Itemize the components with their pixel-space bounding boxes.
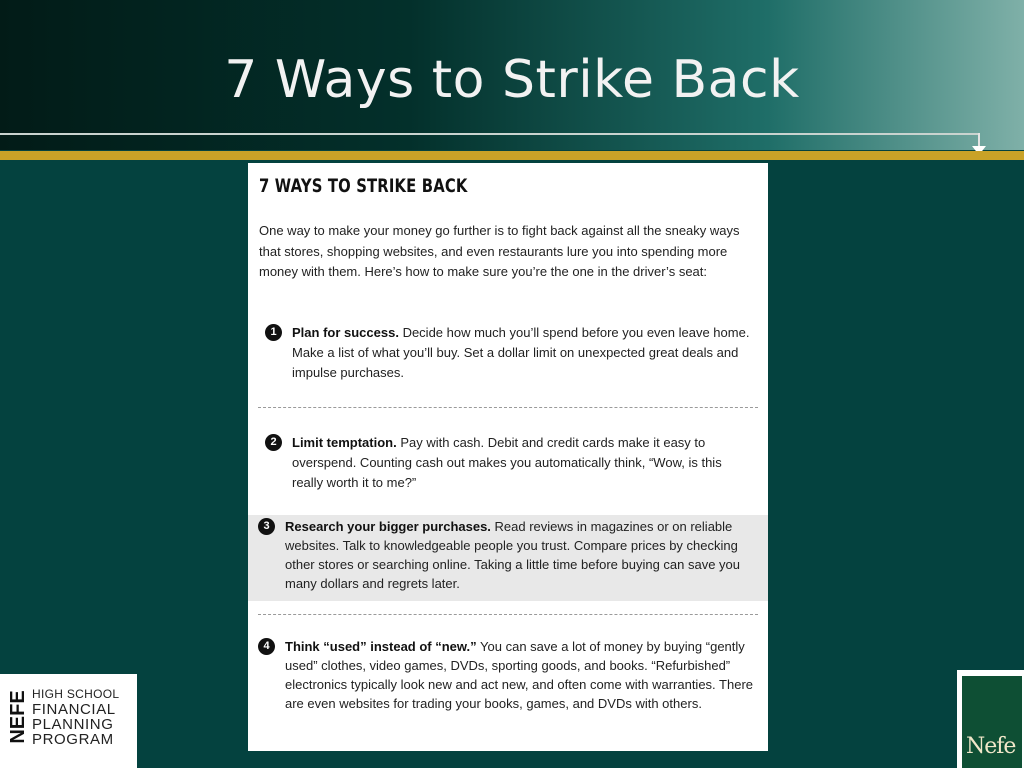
list-item-title: Limit temptation.: [292, 435, 397, 450]
logo-line-1: HIGH SCHOOL: [32, 687, 120, 701]
logo-line-3: PLANNING: [32, 716, 114, 733]
dashed-divider: [258, 614, 758, 615]
list-item-text: [292, 323, 754, 383]
list-item-text: [292, 433, 754, 493]
number-badge: 2: [265, 434, 282, 451]
list-item-text: [285, 517, 755, 593]
list-item-text: [285, 637, 755, 713]
nefe-hsfpp-logo: [0, 674, 137, 768]
logo-line-2: FINANCIAL: [32, 701, 116, 718]
dashed-divider: [258, 407, 758, 408]
document-image: [248, 163, 768, 751]
number-badge: 1: [265, 324, 282, 341]
document-intro: One way to make your money go further is to fight back against all the sneaky ways that stores, shopping websites, and even restaurants lure you into spending more money with them. Here’s how to make sure you’re the one in the driver’s seat:: [259, 223, 740, 279]
list-item-body: Decide how much you’ll spend before you even leave home. Make a list of what you’ll buy. Set a dollar limit on unexpected great deals and impulse purchases.: [292, 325, 750, 380]
list-item-body: Pay with cash. Debit and credit cards make it easy to overspend. Counting cash out makes you automatically think, “Wow, is this really worth it to me?”: [292, 435, 722, 490]
document-heading: 7 WAYS TO STRIKE BACK: [259, 175, 468, 197]
nefe-logo: [957, 670, 1024, 768]
nefe-logo-badge: [962, 676, 1022, 768]
slide-header: [0, 0, 1024, 150]
list-item-title: Think “used” instead of “new.”: [285, 639, 477, 654]
number-badge: 4: [258, 638, 275, 655]
list-item-title: Research your bigger purchases.: [285, 519, 491, 534]
list-item-body: You can save a lot of money by buying “gently used” clothes, video games, DVDs, sporting goods, and books. “Refurbished” electronics typically look new and act new, and often come with warranties. There are even websites for trading your books, games, and DVDs with others.: [285, 639, 753, 711]
logo-line-4: PROGRAM: [32, 731, 114, 748]
svg-text:NEFE: NEFE: [7, 690, 29, 744]
number-badge: 3: [258, 518, 275, 535]
list-item-title: Plan for success.: [292, 325, 399, 340]
list-item-body: Read reviews in magazines or on reliable websites. Talk to knowledgeable people you trust. Compare prices by checking other stores or searching online. Taking a little time before buying can save you many dollars and regrets later.: [285, 519, 741, 591]
gold-divider: [0, 151, 1024, 160]
logo-text: [32, 687, 119, 747]
slide-title: 7 Ways to Strike Back: [224, 50, 800, 110]
nefe-logo-word: Nefe: [966, 734, 1016, 759]
nefe-vertical-wordmark: [6, 684, 30, 750]
header-rule: [0, 133, 980, 135]
